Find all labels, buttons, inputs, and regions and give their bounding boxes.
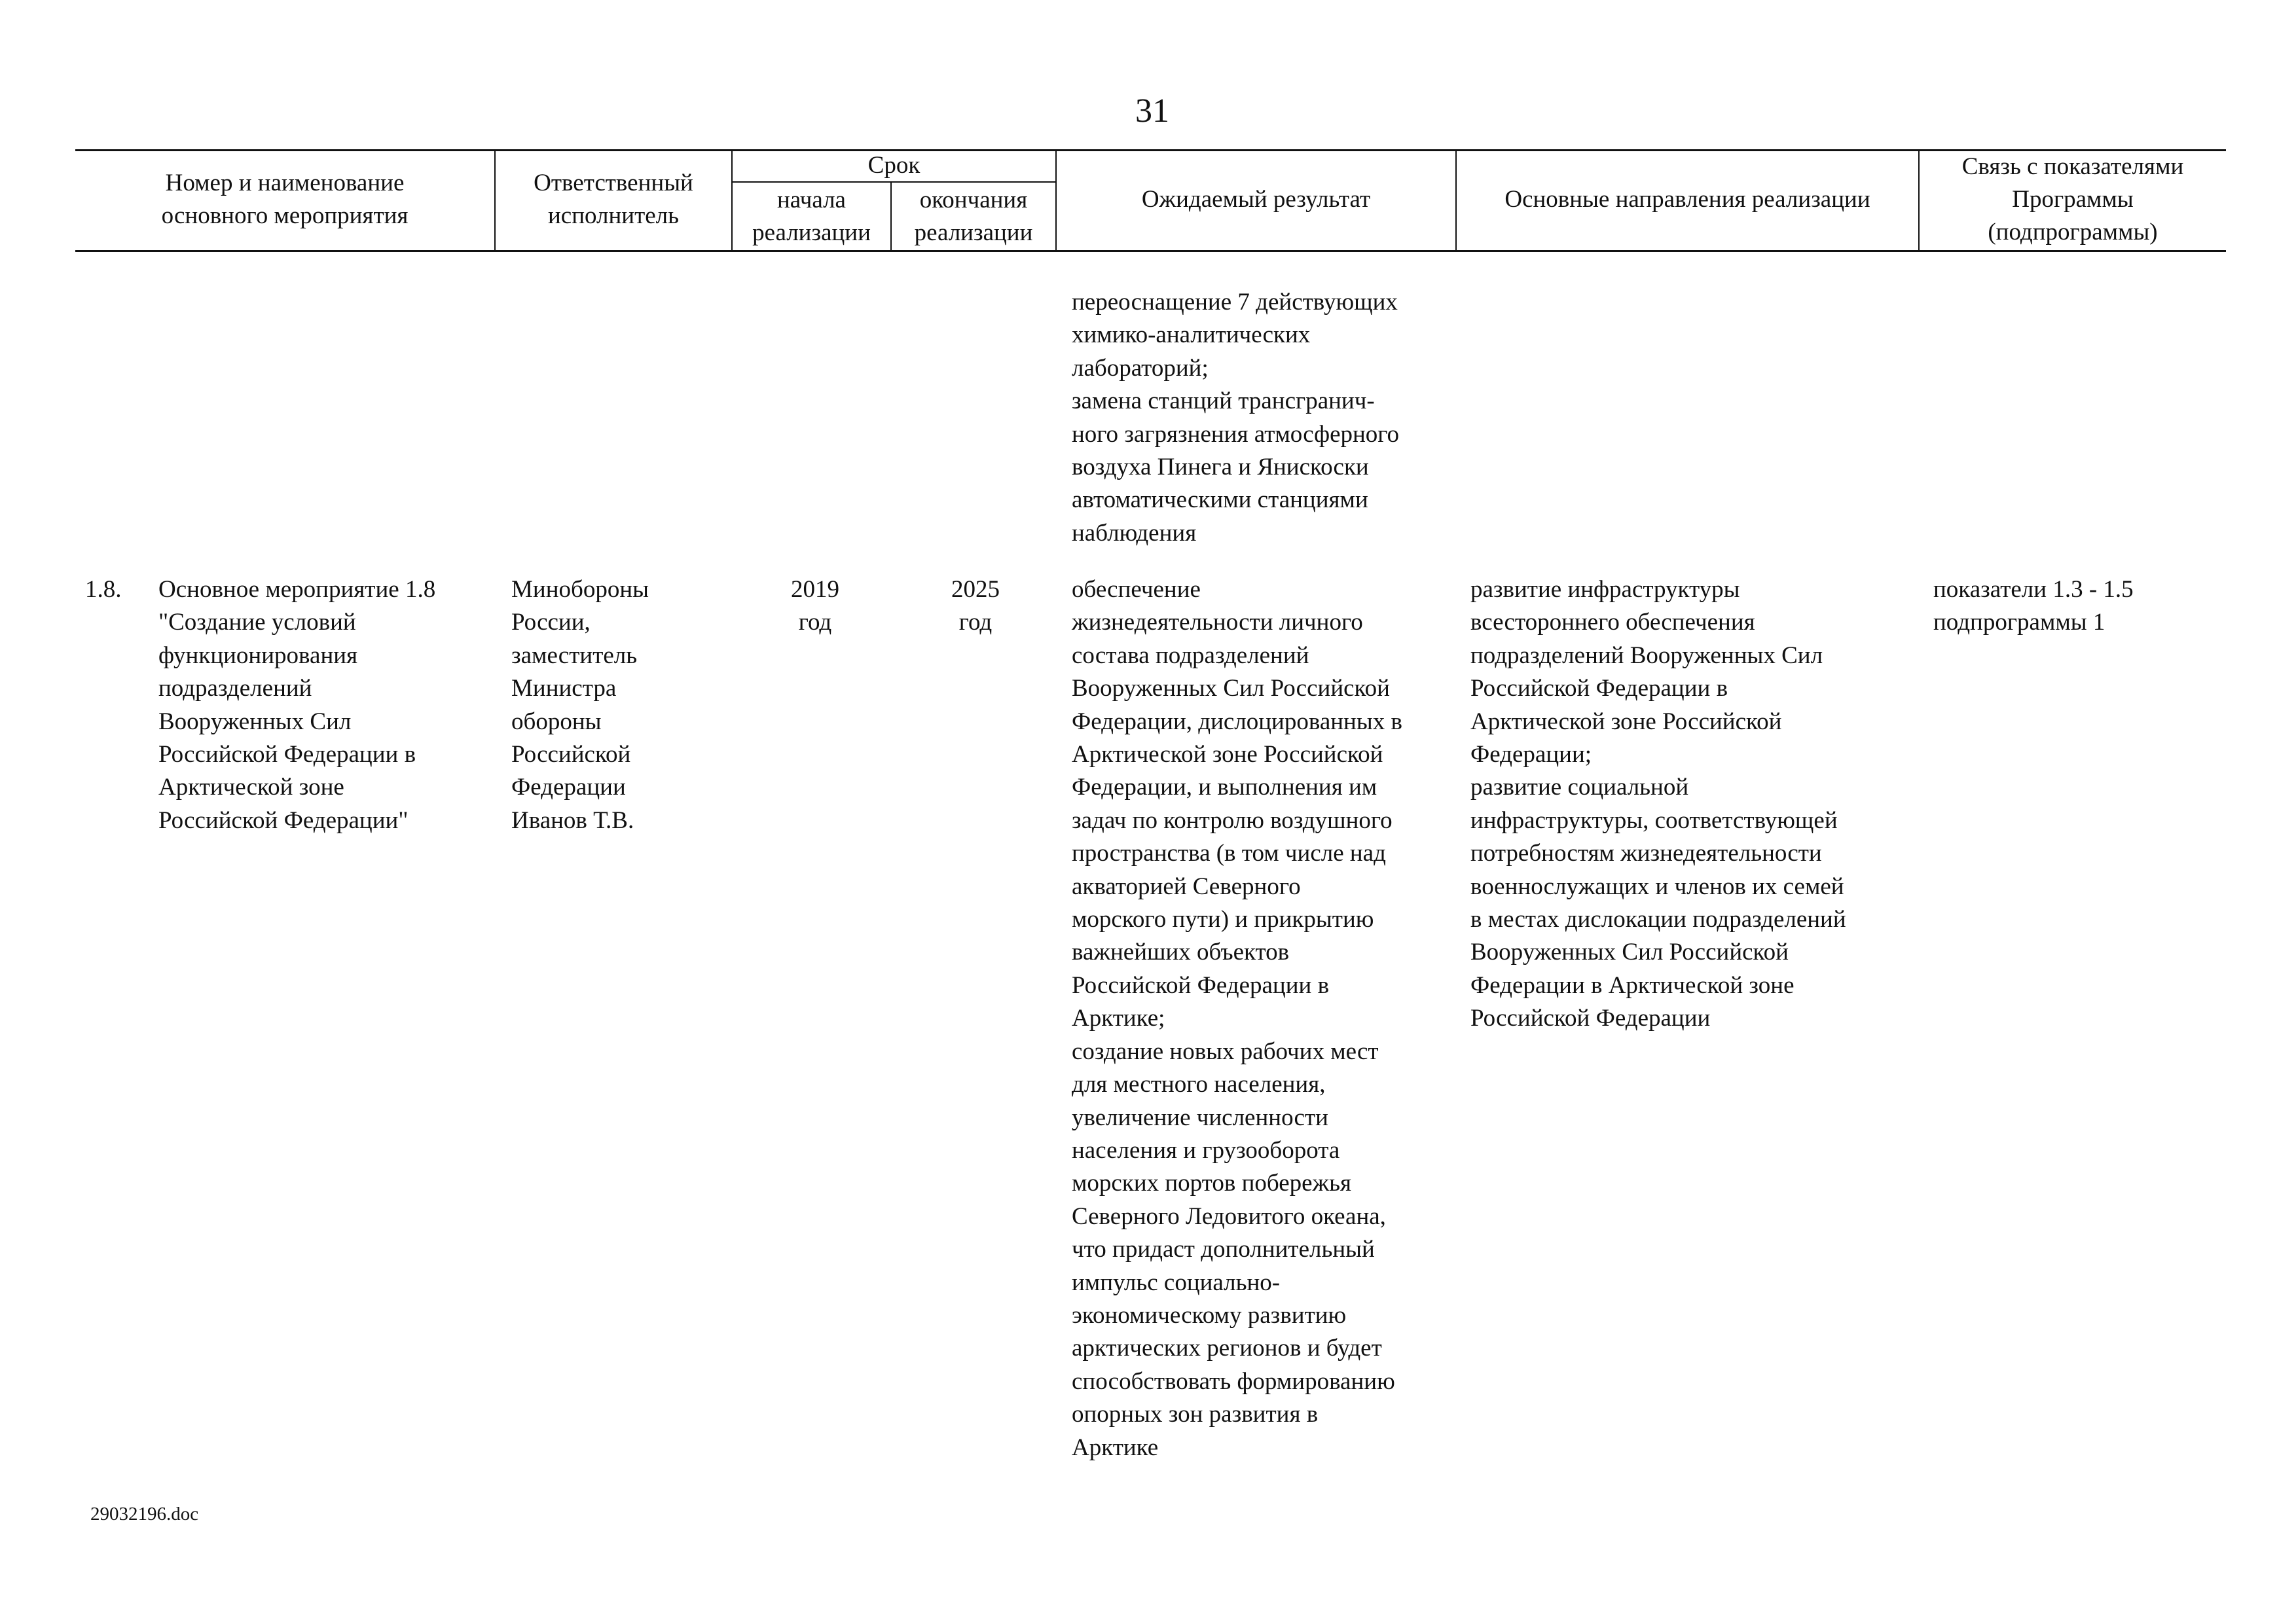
row-executor: Минобороны России, заместитель Министра обороны Российской Федерации Иванов Т.В. (511, 576, 649, 834)
row-number: 1.8. (85, 576, 122, 603)
header-directions (1457, 149, 1918, 250)
header-executor-label: Ответственный исполнитель (534, 170, 693, 229)
row-indicators: показатели 1.3 - 1.5 подпрограммы 1 (1933, 576, 2134, 636)
table-header-bottom-border (75, 250, 2226, 252)
row-end-year: 2025 год (951, 576, 1000, 636)
continuation-result: переоснащение 7 действующих химико-аналитических лабораторий; замена станций трансгранич- ного загрязнения атмосферного воздуха Пинега и Янискоски автоматическими станциями наблюдения (1072, 289, 1400, 547)
header-term-label: Срок (867, 151, 920, 179)
header-result (1057, 149, 1455, 250)
row-start-year: 2019 год (791, 576, 839, 636)
header-result-label: Ожидаемый результат (1141, 186, 1371, 213)
row-directions: развитие инфраструктуры всестороннего обеспечения подразделений Вооруженных Сил Российской Федерации в Арктической зоне Российской Федерации; развитие социальной инфраструктуры, соответствующей потребностям жизнедеятельности военнослужащих и членов их семей в местах дислокации подразделений Вооруженных Сил Российской Федерации в Арктической зоне Российской Федерации (1470, 576, 1846, 1032)
header-directions-label: Основные направления реализации (1504, 186, 1870, 213)
header-start (733, 183, 890, 250)
header-indicators (1920, 149, 2226, 250)
header-start-label: начала реализации (752, 186, 871, 246)
header-event-label: Номер и наименование основного мероприятия (161, 170, 409, 229)
header-indicators-label: Связь с показателями Программы (подпрограммы) (1961, 153, 2184, 245)
header-executor (496, 149, 731, 250)
header-event (75, 149, 494, 250)
page-number: 31 (1135, 92, 1169, 130)
row-event: Основное мероприятие 1.8 "Создание условий функционирования подразделений Вооруженных Сил Российской Федерации в Арктической зоне Российской Федерации" (158, 576, 436, 834)
header-end (892, 183, 1055, 250)
footer-filename: 29032196.doc (90, 1504, 199, 1525)
header-term (733, 149, 1055, 181)
row-result: обеспечение жизнедеятельности личного состава подразделений Вооруженных Сил Российской Федерации, дислоцированных в Арктической зоне Российской Федерации, и выполнения им задач по контролю воздушного пространства (в том числе над акваторией Северного морского пути) и прикрытию важнейших объектов Российской Федерации в Арктике; создание новых рабочих мест для местного населения, увеличение численности населения и грузооборота морских портов побережья Северного Ледовитого океана, что придаст дополнительный импульс социально- экономическому развитию арктических регионов и будет способствовать формированию опорных зон развития в Арктике (1072, 576, 1402, 1461)
header-end-label: окончания реализации (914, 186, 1033, 246)
